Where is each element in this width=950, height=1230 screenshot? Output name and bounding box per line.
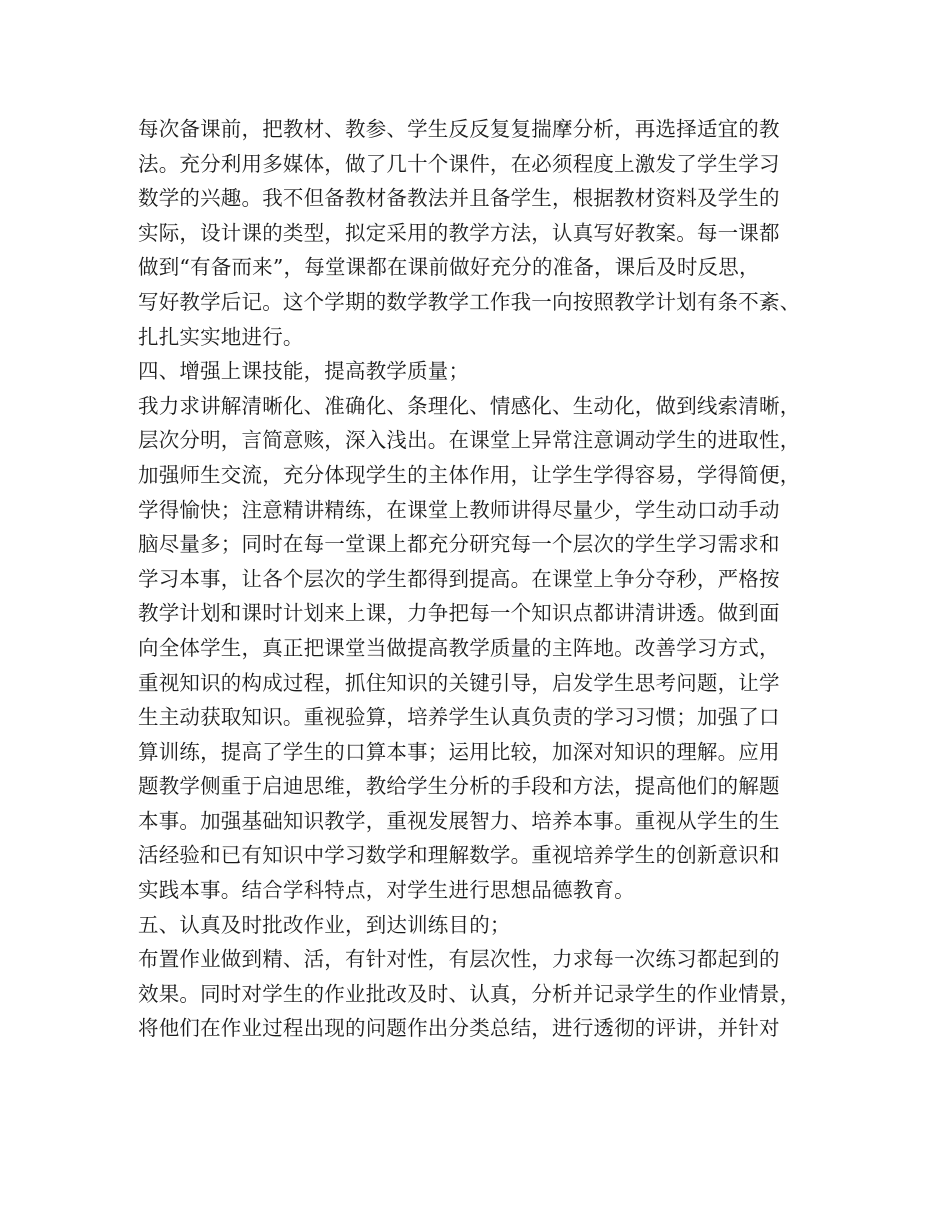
text-line: 加强师生交流，充分体现学生的主体作用，让学生学得容易，学得简便， [138,462,801,487]
text-line: 重视知识的构成过程，抓住知识的关键引导，启发学生思考问题，让学 [138,670,780,695]
text-line: 活经验和已有知识中学习数学和理解数学。重视培养学生的创新意识和 [138,843,780,868]
text-line: 题教学侧重于启迪思维，教给学生分析的手段和方法，提高他们的解题 [138,774,780,799]
text-line: 学得愉快；注意精讲精练，在课堂上教师讲得尽量少，学生动口动手动 [138,497,780,522]
text-line: 层次分明，言简意赅，深入浅出。在课堂上异常注意调动学生的进取性， [138,428,801,453]
text-line: 向全体学生，真正把课堂当做提高教学质量的主阵地。改善学习方式， [138,635,780,660]
section-heading: 五、认真及时批改作业，到达训练目的； [138,912,511,937]
text-line: 写好教学后记。这个学期的数学教学工作我一向按照教学计划有条不紊、 [138,289,801,314]
text-line: 实践本事。结合学科特点，对学生进行思想品德教育。 [138,878,635,903]
text-line: 扎扎实实地进行。 [138,324,304,349]
text-line: 做到“有备而来”，每堂课都在课前做好充分的准备，课后及时反思， [138,255,760,280]
text-line: 将他们在作业过程出现的问题作出分类总结，进行透彻的评讲，并针对 [138,1016,780,1041]
text-line: 学习本事，让各个层次的学生都得到提高。在课堂上争分夺秒，严格按 [138,566,780,591]
text-line: 生主动获取知识。重视验算，培养学生认真负责的学习习惯；加强了口 [138,705,780,730]
text-line: 本事。加强基础知识教学，重视发展智力、培养本事。重视从学生的生 [138,808,780,833]
text-line: 实际，设计课的类型，拟定采用的教学方法，认真写好教案。每一课都 [138,220,780,245]
text-line: 法。充分利用多媒体，做了几十个课件，在必须程度上激发了学生学习 [138,151,780,176]
text-line: 教学计划和课时计划来上课，力争把每一个知识点都讲清讲透。做到面 [138,601,780,626]
text-line: 算训练，提高了学生的口算本事；运用比较，加深对知识的理解。应用 [138,739,780,764]
text-line: 脑尽量多；同时在每一堂课上都充分研究每一个层次的学生学习需求和 [138,532,780,557]
text-line: 效果。同时对学生的作业批改及时、认真，分析并记录学生的作业情景， [138,981,801,1006]
text-line: 我力求讲解清晰化、准确化、条理化、情感化、生动化，做到线索清晰， [138,393,801,418]
text-line: 每次备课前，把教材、教参、学生反反复复揣摩分析，再选择适宜的教 [138,117,780,141]
section-heading: 四、增强上课技能，提高教学质量； [138,359,470,384]
text-line: 数学的兴趣。我不但备教材备教法并且备学生，根据教材资料及学生的 [138,186,780,211]
text-line: 布置作业做到精、活，有针对性，有层次性，力求每一次练习都起到的 [138,947,780,972]
document-page [138,112,828,1046]
